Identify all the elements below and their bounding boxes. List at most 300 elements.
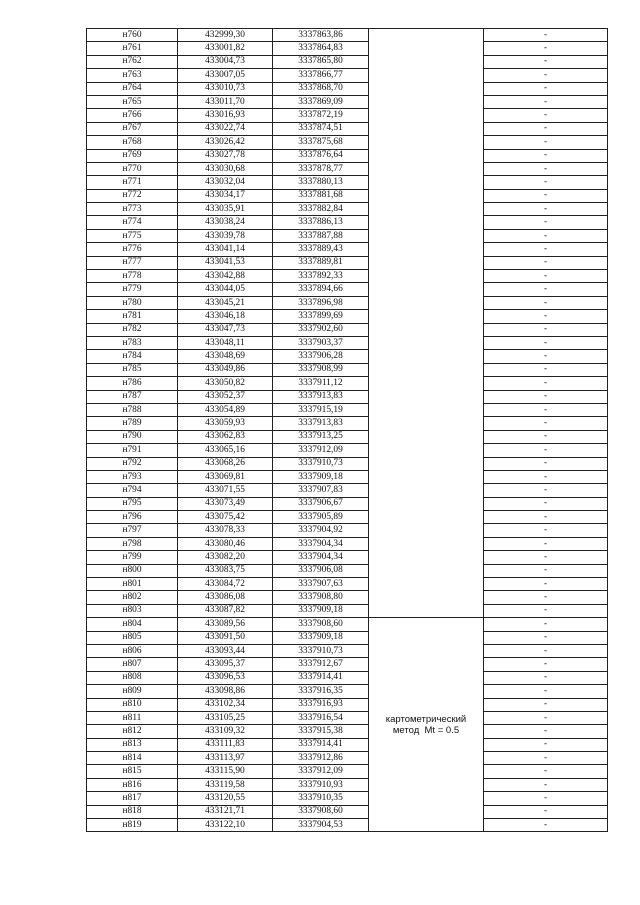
- method-line-2: метод Mt = 0.5: [392, 724, 460, 736]
- point-id-cell: н763: [87, 69, 178, 82]
- table-row: [87, 671, 608, 684]
- table-row: [87, 591, 608, 604]
- table-row: [87, 644, 608, 657]
- table-row: [87, 470, 608, 483]
- x-coordinate-cell: 433109,32: [178, 725, 273, 738]
- description-cell: -: [484, 29, 608, 42]
- table-row: [87, 162, 608, 175]
- x-coordinate-cell: 433041,14: [178, 243, 273, 256]
- description-cell: -: [484, 698, 608, 711]
- table-row: [87, 256, 608, 269]
- y-coordinate-cell: 3337908,99: [273, 363, 369, 376]
- point-id-cell: н793: [87, 470, 178, 483]
- description-cell: -: [484, 685, 608, 698]
- y-coordinate-cell: 3337882,84: [273, 203, 369, 216]
- y-coordinate-cell: 3337913,83: [273, 390, 369, 403]
- x-coordinate-cell: 433034,17: [178, 189, 273, 202]
- point-id-cell: н806: [87, 644, 178, 657]
- point-id-cell: н771: [87, 176, 178, 189]
- description-cell: -: [484, 752, 608, 765]
- x-coordinate-cell: 433030,68: [178, 162, 273, 175]
- description-cell: -: [484, 430, 608, 443]
- method-line-1: картометрический: [385, 713, 467, 725]
- y-coordinate-cell: 3337910,35: [273, 792, 369, 805]
- point-id-cell: н773: [87, 203, 178, 216]
- y-coordinate-cell: 3337904,34: [273, 551, 369, 564]
- table-row: [87, 176, 608, 189]
- y-coordinate-cell: 3337878,77: [273, 162, 369, 175]
- y-coordinate-cell: 3337912,09: [273, 765, 369, 778]
- x-coordinate-cell: 433046,18: [178, 310, 273, 323]
- point-id-cell: н777: [87, 256, 178, 269]
- table-row: [87, 417, 608, 430]
- point-id-cell: н800: [87, 564, 178, 577]
- y-coordinate-cell: 3337904,92: [273, 524, 369, 537]
- y-coordinate-cell: 3337907,83: [273, 484, 369, 497]
- description-cell: -: [484, 564, 608, 577]
- point-id-cell: н776: [87, 243, 178, 256]
- point-id-cell: н807: [87, 658, 178, 671]
- description-cell: -: [484, 296, 608, 309]
- method-cell-empty: [369, 29, 484, 618]
- x-coordinate-cell: 433010,73: [178, 82, 273, 95]
- description-cell: -: [484, 323, 608, 336]
- point-id-cell: н803: [87, 604, 178, 617]
- coordinates-table: [86, 28, 608, 832]
- point-id-cell: н789: [87, 417, 178, 430]
- table-row: [87, 95, 608, 108]
- x-coordinate-cell: 433007,05: [178, 69, 273, 82]
- point-id-cell: н802: [87, 591, 178, 604]
- point-id-cell: н805: [87, 631, 178, 644]
- table-row: [87, 604, 608, 617]
- description-cell: -: [484, 618, 608, 631]
- point-id-cell: н764: [87, 82, 178, 95]
- description-cell: -: [484, 591, 608, 604]
- point-id-cell: н819: [87, 819, 178, 832]
- table-row: [87, 658, 608, 671]
- y-coordinate-cell: 3337876,64: [273, 149, 369, 162]
- point-id-cell: н781: [87, 310, 178, 323]
- description-cell: -: [484, 470, 608, 483]
- description-cell: -: [484, 377, 608, 390]
- point-id-cell: н761: [87, 42, 178, 55]
- y-coordinate-cell: 3337916,54: [273, 711, 369, 724]
- y-coordinate-cell: 3337868,70: [273, 82, 369, 95]
- description-cell: -: [484, 738, 608, 751]
- description-cell: -: [484, 270, 608, 283]
- point-id-cell: н784: [87, 350, 178, 363]
- point-id-cell: н788: [87, 403, 178, 416]
- point-id-cell: н815: [87, 765, 178, 778]
- table-row: [87, 310, 608, 323]
- table-row: [87, 698, 608, 711]
- description-cell: -: [484, 189, 608, 202]
- x-coordinate-cell: 433082,20: [178, 551, 273, 564]
- point-id-cell: н792: [87, 457, 178, 470]
- x-coordinate-cell: 433004,73: [178, 55, 273, 68]
- y-coordinate-cell: 3337912,86: [273, 752, 369, 765]
- y-coordinate-cell: 3337908,60: [273, 805, 369, 818]
- x-coordinate-cell: 433095,37: [178, 658, 273, 671]
- table-row: [87, 551, 608, 564]
- description-cell: -: [484, 390, 608, 403]
- table-row: [87, 537, 608, 550]
- y-coordinate-cell: 3337904,34: [273, 537, 369, 550]
- x-coordinate-cell: 433086,08: [178, 591, 273, 604]
- x-coordinate-cell: 433065,16: [178, 444, 273, 457]
- x-coordinate-cell: 433111,83: [178, 738, 273, 751]
- y-coordinate-cell: 3337872,19: [273, 109, 369, 122]
- description-cell: -: [484, 631, 608, 644]
- y-coordinate-cell: 3337875,68: [273, 136, 369, 149]
- x-coordinate-cell: 433054,89: [178, 403, 273, 416]
- coordinates-table-body: [87, 29, 608, 832]
- point-id-cell: н817: [87, 792, 178, 805]
- y-coordinate-cell: 3337909,18: [273, 604, 369, 617]
- description-cell: -: [484, 403, 608, 416]
- y-coordinate-cell: 3337904,53: [273, 819, 369, 832]
- y-coordinate-cell: 3337906,67: [273, 497, 369, 510]
- point-id-cell: н768: [87, 136, 178, 149]
- table-row: [87, 819, 608, 832]
- y-coordinate-cell: 3337908,60: [273, 618, 369, 631]
- table-row: [87, 136, 608, 149]
- y-coordinate-cell: 3337909,18: [273, 470, 369, 483]
- point-id-cell: н791: [87, 444, 178, 457]
- table-row: [87, 390, 608, 403]
- description-cell: -: [484, 203, 608, 216]
- point-id-cell: н779: [87, 283, 178, 296]
- description-cell: -: [484, 336, 608, 349]
- description-cell: -: [484, 819, 608, 832]
- x-coordinate-cell: 433011,70: [178, 95, 273, 108]
- point-id-cell: н810: [87, 698, 178, 711]
- x-coordinate-cell: 433042,88: [178, 270, 273, 283]
- description-cell: -: [484, 136, 608, 149]
- description-cell: -: [484, 229, 608, 242]
- table-row: [87, 564, 608, 577]
- y-coordinate-cell: 3337914,41: [273, 671, 369, 684]
- y-coordinate-cell: 3337912,67: [273, 658, 369, 671]
- y-coordinate-cell: 3337910,73: [273, 644, 369, 657]
- table-row: [87, 631, 608, 644]
- table-row: [87, 778, 608, 791]
- y-coordinate-cell: 3337902,60: [273, 323, 369, 336]
- table-row: [87, 792, 608, 805]
- y-coordinate-cell: 3337915,19: [273, 403, 369, 416]
- y-coordinate-cell: 3337909,18: [273, 631, 369, 644]
- description-cell: -: [484, 644, 608, 657]
- description-cell: -: [484, 671, 608, 684]
- y-coordinate-cell: 3337887,88: [273, 229, 369, 242]
- description-cell: -: [484, 658, 608, 671]
- y-coordinate-cell: 3337905,89: [273, 511, 369, 524]
- y-coordinate-cell: 3337892,33: [273, 270, 369, 283]
- table-row: [87, 738, 608, 751]
- y-coordinate-cell: 3337889,81: [273, 256, 369, 269]
- x-coordinate-cell: 433062,83: [178, 430, 273, 443]
- x-coordinate-cell: 433083,75: [178, 564, 273, 577]
- y-coordinate-cell: 3337866,77: [273, 69, 369, 82]
- y-coordinate-cell: 3337913,83: [273, 417, 369, 430]
- x-coordinate-cell: 433039,78: [178, 229, 273, 242]
- description-cell: -: [484, 149, 608, 162]
- x-coordinate-cell: 433093,44: [178, 644, 273, 657]
- x-coordinate-cell: 433035,91: [178, 203, 273, 216]
- point-id-cell: н778: [87, 270, 178, 283]
- y-coordinate-cell: 3337913,25: [273, 430, 369, 443]
- table-row: [87, 578, 608, 591]
- x-coordinate-cell: 433096,53: [178, 671, 273, 684]
- point-id-cell: н811: [87, 711, 178, 724]
- x-coordinate-cell: 433001,82: [178, 42, 273, 55]
- x-coordinate-cell: 433080,46: [178, 537, 273, 550]
- y-coordinate-cell: 3337864,83: [273, 42, 369, 55]
- y-coordinate-cell: 3337874,51: [273, 122, 369, 135]
- x-coordinate-cell: 433059,93: [178, 417, 273, 430]
- table-row: [87, 336, 608, 349]
- x-coordinate-cell: 433102,34: [178, 698, 273, 711]
- point-id-cell: н769: [87, 149, 178, 162]
- y-coordinate-cell: 3337899,69: [273, 310, 369, 323]
- point-id-cell: н770: [87, 162, 178, 175]
- table-row: [87, 69, 608, 82]
- x-coordinate-cell: 433098,86: [178, 685, 273, 698]
- y-coordinate-cell: 3337889,43: [273, 243, 369, 256]
- point-id-cell: н816: [87, 778, 178, 791]
- description-cell: -: [484, 256, 608, 269]
- table-row: [87, 711, 608, 724]
- point-id-cell: н765: [87, 95, 178, 108]
- x-coordinate-cell: 433026,42: [178, 136, 273, 149]
- table-row: [87, 765, 608, 778]
- table-row: [87, 270, 608, 283]
- description-cell: -: [484, 725, 608, 738]
- table-row: [87, 444, 608, 457]
- table-row: [87, 752, 608, 765]
- y-coordinate-cell: 3337912,09: [273, 444, 369, 457]
- table-row: [87, 430, 608, 443]
- x-coordinate-cell: 433038,24: [178, 216, 273, 229]
- x-coordinate-cell: 433048,69: [178, 350, 273, 363]
- table-row: [87, 685, 608, 698]
- point-id-cell: н786: [87, 377, 178, 390]
- point-id-cell: н774: [87, 216, 178, 229]
- description-cell: -: [484, 484, 608, 497]
- description-cell: -: [484, 363, 608, 376]
- x-coordinate-cell: 433075,42: [178, 511, 273, 524]
- x-coordinate-cell: 433022,74: [178, 122, 273, 135]
- point-id-cell: н760: [87, 29, 178, 42]
- x-coordinate-cell: 433115,90: [178, 765, 273, 778]
- y-coordinate-cell: 3337863,86: [273, 29, 369, 42]
- table-row: [87, 511, 608, 524]
- x-coordinate-cell: 433048,11: [178, 336, 273, 349]
- description-cell: -: [484, 122, 608, 135]
- description-cell: -: [484, 457, 608, 470]
- y-coordinate-cell: 3337906,28: [273, 350, 369, 363]
- table-row: [87, 497, 608, 510]
- point-id-cell: н795: [87, 497, 178, 510]
- description-cell: -: [484, 109, 608, 122]
- description-cell: -: [484, 69, 608, 82]
- y-coordinate-cell: 3337914,41: [273, 738, 369, 751]
- point-id-cell: н804: [87, 618, 178, 631]
- description-cell: -: [484, 42, 608, 55]
- table-row: [87, 243, 608, 256]
- y-coordinate-cell: 3337865,80: [273, 55, 369, 68]
- x-coordinate-cell: 433073,49: [178, 497, 273, 510]
- table-row: [87, 805, 608, 818]
- description-cell: -: [484, 604, 608, 617]
- x-coordinate-cell: 433069,81: [178, 470, 273, 483]
- point-id-cell: н785: [87, 363, 178, 376]
- x-coordinate-cell: 433119,58: [178, 778, 273, 791]
- point-id-cell: н782: [87, 323, 178, 336]
- x-coordinate-cell: 433045,21: [178, 296, 273, 309]
- point-id-cell: н790: [87, 430, 178, 443]
- x-coordinate-cell: 433049,86: [178, 363, 273, 376]
- y-coordinate-cell: 3337907,63: [273, 578, 369, 591]
- point-id-cell: н767: [87, 122, 178, 135]
- description-cell: -: [484, 551, 608, 564]
- table-row: [87, 725, 608, 738]
- point-id-cell: н809: [87, 685, 178, 698]
- x-coordinate-cell: 433121,71: [178, 805, 273, 818]
- description-cell: -: [484, 243, 608, 256]
- x-coordinate-cell: 433113,97: [178, 752, 273, 765]
- x-coordinate-cell: 433052,37: [178, 390, 273, 403]
- description-cell: -: [484, 283, 608, 296]
- method-cell: [369, 618, 484, 832]
- table-row: [87, 149, 608, 162]
- x-coordinate-cell: 433041,53: [178, 256, 273, 269]
- x-coordinate-cell: 433091,50: [178, 631, 273, 644]
- description-cell: -: [484, 55, 608, 68]
- description-cell: -: [484, 537, 608, 550]
- y-coordinate-cell: 3337903,37: [273, 336, 369, 349]
- x-coordinate-cell: 433078,33: [178, 524, 273, 537]
- description-cell: -: [484, 765, 608, 778]
- point-id-cell: н798: [87, 537, 178, 550]
- table-row: [87, 82, 608, 95]
- table-row: [87, 350, 608, 363]
- point-id-cell: н772: [87, 189, 178, 202]
- description-cell: -: [484, 216, 608, 229]
- point-id-cell: н813: [87, 738, 178, 751]
- x-coordinate-cell: 433120,55: [178, 792, 273, 805]
- table-row: [87, 229, 608, 242]
- point-id-cell: н766: [87, 109, 178, 122]
- x-coordinate-cell: 433068,26: [178, 457, 273, 470]
- description-cell: -: [484, 524, 608, 537]
- y-coordinate-cell: 3337869,09: [273, 95, 369, 108]
- description-cell: -: [484, 711, 608, 724]
- y-coordinate-cell: 3337908,80: [273, 591, 369, 604]
- table-row: [87, 403, 608, 416]
- y-coordinate-cell: 3337881,68: [273, 189, 369, 202]
- point-id-cell: н780: [87, 296, 178, 309]
- table-row: [87, 216, 608, 229]
- table-row: [87, 283, 608, 296]
- point-id-cell: н796: [87, 511, 178, 524]
- description-cell: -: [484, 578, 608, 591]
- description-cell: -: [484, 310, 608, 323]
- description-cell: -: [484, 805, 608, 818]
- table-row: [87, 457, 608, 470]
- table-row: [87, 29, 608, 42]
- x-coordinate-cell: 433032,04: [178, 176, 273, 189]
- x-coordinate-cell: 433089,56: [178, 618, 273, 631]
- table-row: [87, 55, 608, 68]
- table-row: [87, 363, 608, 376]
- table-row: [87, 524, 608, 537]
- table-row: [87, 377, 608, 390]
- x-coordinate-cell: 433050,82: [178, 377, 273, 390]
- description-cell: -: [484, 176, 608, 189]
- point-id-cell: н794: [87, 484, 178, 497]
- y-coordinate-cell: 3337894,66: [273, 283, 369, 296]
- description-cell: -: [484, 778, 608, 791]
- point-id-cell: н787: [87, 390, 178, 403]
- point-id-cell: н797: [87, 524, 178, 537]
- description-cell: -: [484, 417, 608, 430]
- x-coordinate-cell: 433027,78: [178, 149, 273, 162]
- table-row: [87, 189, 608, 202]
- table-row: [87, 203, 608, 216]
- description-cell: -: [484, 444, 608, 457]
- table-row: [87, 618, 608, 631]
- point-id-cell: н814: [87, 752, 178, 765]
- x-coordinate-cell: 433044,05: [178, 283, 273, 296]
- point-id-cell: н762: [87, 55, 178, 68]
- point-id-cell: н775: [87, 229, 178, 242]
- y-coordinate-cell: 3337886,13: [273, 216, 369, 229]
- x-coordinate-cell: 433105,25: [178, 711, 273, 724]
- x-coordinate-cell: 433047,73: [178, 323, 273, 336]
- table-row: [87, 42, 608, 55]
- y-coordinate-cell: 3337910,73: [273, 457, 369, 470]
- description-cell: -: [484, 511, 608, 524]
- y-coordinate-cell: 3337880,13: [273, 176, 369, 189]
- y-coordinate-cell: 3337916,35: [273, 685, 369, 698]
- description-cell: -: [484, 95, 608, 108]
- x-coordinate-cell: 433122,10: [178, 819, 273, 832]
- description-cell: -: [484, 792, 608, 805]
- table-row: [87, 484, 608, 497]
- x-coordinate-cell: 433016,93: [178, 109, 273, 122]
- point-id-cell: н801: [87, 578, 178, 591]
- description-cell: -: [484, 82, 608, 95]
- y-coordinate-cell: 3337906,08: [273, 564, 369, 577]
- y-coordinate-cell: 3337911,12: [273, 377, 369, 390]
- table-row: [87, 122, 608, 135]
- y-coordinate-cell: 3337910,93: [273, 778, 369, 791]
- table-row: [87, 109, 608, 122]
- description-cell: -: [484, 162, 608, 175]
- point-id-cell: н808: [87, 671, 178, 684]
- table-row: [87, 323, 608, 336]
- x-coordinate-cell: 432999,30: [178, 29, 273, 42]
- y-coordinate-cell: 3337896,98: [273, 296, 369, 309]
- x-coordinate-cell: 433084,72: [178, 578, 273, 591]
- description-cell: -: [484, 497, 608, 510]
- table-row: [87, 296, 608, 309]
- y-coordinate-cell: 3337915,38: [273, 725, 369, 738]
- description-cell: -: [484, 350, 608, 363]
- point-id-cell: н812: [87, 725, 178, 738]
